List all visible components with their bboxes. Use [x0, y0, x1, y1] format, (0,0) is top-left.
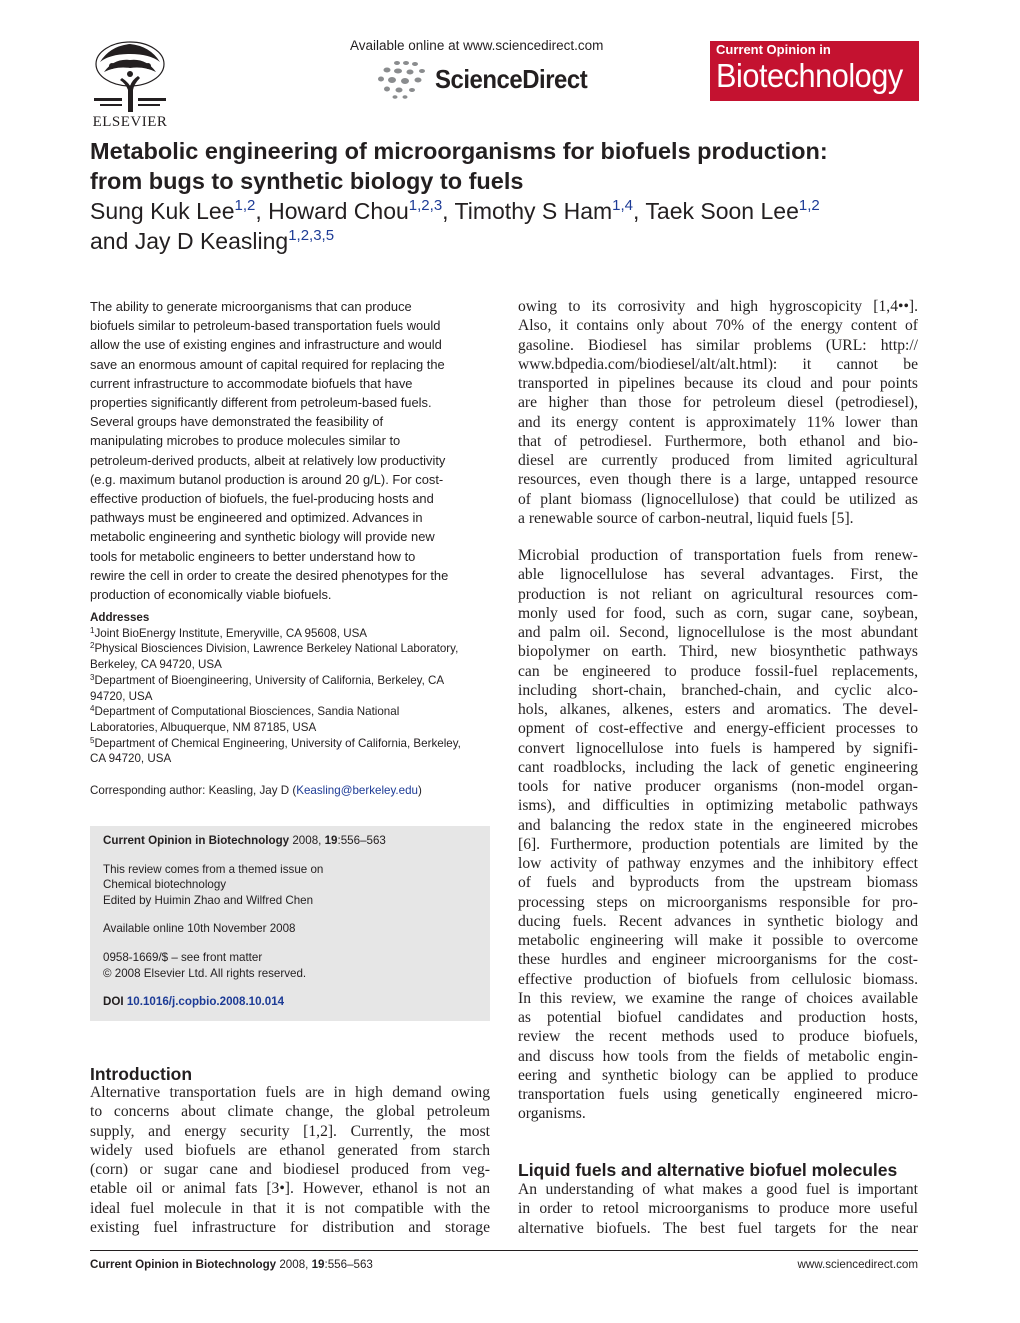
body-line: including short-chain, branched-chain, and cyclic alco-: [518, 681, 918, 699]
body-line: effective production of biofuels from cellulosic biomass.: [518, 970, 918, 988]
body-line: alternative biofuels. The best fuel targets for the near: [518, 1219, 918, 1237]
address-item: [90, 626, 490, 642]
footer-journal: Current Opinion in Biotechnology: [90, 1258, 277, 1271]
address-line: Laboratories, Albuquerque, NM 87185, USA: [90, 720, 317, 734]
address-item: [90, 673, 490, 689]
footer-pages: :556–563: [324, 1258, 373, 1271]
address-number: 2: [90, 641, 95, 651]
addresses-heading: Addresses: [90, 611, 150, 624]
abstract-line: biofuels similar to petroleum-based transportation fuels would: [90, 318, 441, 334]
address-item: [90, 736, 490, 752]
authors-line-1: [90, 196, 930, 226]
body-line: of plant biomass (lignocellulose) that could be utilized as: [518, 490, 918, 508]
author-separator: ,: [255, 198, 269, 224]
body-line: in order to retool microorganisms to produce more useful: [518, 1200, 918, 1218]
body-line: isms), and difficulties in optimizing metabolic pathways: [518, 797, 918, 815]
body-line: and balancing the redox state in the engineered microbes: [518, 816, 918, 834]
body-line: that of petrodiesel. Furthermore, both ethanol and bio-: [518, 432, 918, 450]
body-line: resources, even though there is a large, untapped resource: [518, 471, 918, 489]
author-affiliation[interactable]: 1,2: [234, 197, 256, 214]
infobox-themed-line: This review comes from a themed issue on: [103, 862, 324, 876]
body-line: processing steps on microorganisms responsible for pro-: [518, 893, 918, 911]
author-affiliation[interactable]: 1,2,3,5: [288, 227, 335, 244]
body-line: Microbial production of transportation fuels from renew-: [518, 547, 918, 564]
author-separator: ,: [442, 198, 455, 224]
addresses: [90, 610, 490, 767]
elsevier-logo: [90, 40, 170, 128]
journal-logo-box[interactable]: [710, 41, 919, 101]
footer-citation: [90, 1258, 373, 1271]
body-line: biopolymer on earth. Third, new biosynthetic pathways: [518, 643, 918, 661]
corresponding-email-link[interactable]: Keasling@berkeley.edu: [296, 784, 419, 797]
address-line: 94720, USA: [90, 689, 153, 703]
abstract-line: (e.g. maximum butanol production is around 20 g/L). For cost-: [90, 471, 444, 487]
article-info-box: [90, 826, 490, 1021]
body-line: of fuels and byproducts from the upstream biomass: [518, 874, 918, 892]
address-line: Department of Computational Biosciences, Sandia National: [94, 705, 400, 719]
body-line: review the recent methods used to produce biofuels,: [518, 1028, 918, 1046]
abstract-line: save an enormous amount of capital required for replacing the: [90, 356, 445, 372]
abstract-line: metabolic engineering and synthetic biology will provide new: [90, 529, 435, 545]
body-line: and palm oil. Second, lignocellulose is the most abundant: [518, 624, 918, 641]
right-paragraph-1: [518, 297, 918, 528]
body-line: metabolic engineering will make it possible to overcome: [518, 932, 918, 949]
infobox-citation: [103, 833, 477, 849]
body-line: [6]. Furthermore, production potentials are limited by the: [518, 835, 918, 853]
infobox-copyright: © 2008 Elsevier Ltd. All rights reserved.: [103, 966, 307, 980]
intro-line: ideal fuel molecule in that it is not compatible with the: [90, 1199, 490, 1217]
abstract-line: rewire the cell in order to create the desired phenotypes for the: [90, 567, 449, 583]
address-number: 5: [90, 735, 95, 745]
body-line: and discuss how tools from the fields of metabolic engin-: [518, 1047, 918, 1065]
abstract-line: The ability to generate microorganisms that can produce: [90, 299, 412, 314]
body-line: diesel are currently produced from limited agricultural: [518, 452, 918, 469]
address-item: [90, 704, 490, 720]
address-item: [90, 641, 490, 657]
abstract-line: production of economically viable biofuels.: [90, 587, 332, 603]
authors-line-2: [90, 226, 930, 256]
body-line: In this review, we examine the range of choices available: [518, 989, 918, 1007]
author-separator: ,: [633, 198, 646, 224]
body-line: and its energy content is approximately 11% lower than: [518, 413, 918, 431]
infobox-themed-line: Edited by Huimin Zhao and Wilfred Chen: [103, 893, 314, 907]
address-line: Joint BioEnergy Institute, Emeryville, CA 95608, USA: [94, 626, 368, 640]
abstract-line: effective production of biofuels, the fuel-producing hosts and: [90, 491, 434, 507]
body-line: a renewable source of carbon-neutral, liquid fuels [5].: [518, 509, 854, 527]
footer-divider: [90, 1250, 918, 1251]
title-line-1: Metabolic engineering of microorganisms for biofuels production:: [90, 138, 828, 164]
body-line: are higher than those for petroleum diesel (petrodiesel),: [518, 394, 918, 412]
corresponding-author: [90, 783, 490, 799]
address-number: 4: [90, 704, 95, 714]
body-line: cant roadblocks, including the lack of genetic engineering: [518, 758, 918, 776]
abstract-line: petroleum-derived products, albeit at relatively low productivity: [90, 452, 446, 468]
footer-volume: 19: [311, 1258, 325, 1271]
body-line: can be engineered to produce fossil-fuel replacements,: [518, 662, 918, 680]
abstract-line: tools for metabolic engineers to better understand how to: [90, 548, 416, 564]
infobox-journal-year: 2008,: [289, 834, 325, 847]
intro-line: (corn) or sugar cane and biodiesel produced from veg-: [90, 1161, 490, 1178]
address-line: Physical Biosciences Division, Lawrence Berkeley National Laboratory,: [94, 642, 459, 656]
footer-year: 2008,: [276, 1258, 312, 1271]
corresponding-suffix: ): [418, 784, 422, 797]
title-line-2: from bugs to synthetic biology to fuels: [90, 168, 524, 194]
body-line: opment of cost-effective and energy-efficient processes to: [518, 720, 918, 738]
abstract-line: properties significantly different from petroleum-based fuels.: [90, 395, 432, 411]
body-line: tools for native producer organisms (non-model organ-: [518, 778, 918, 795]
body-line: these hurdles and engineer microorganisms for the cost-: [518, 951, 918, 969]
address-number: 3: [90, 672, 95, 682]
elsevier-wordmark: ELSEVIER: [92, 114, 168, 130]
body-line: transportation fuels using genetically engineered micro-: [518, 1086, 918, 1103]
introduction-text: [90, 1083, 490, 1237]
address-line: Berkeley, CA 94720, USA: [90, 658, 222, 672]
article-title: [90, 136, 930, 196]
corresponding-prefix: Corresponding author: Keasling, Jay D (: [90, 784, 297, 797]
author-list: [90, 196, 930, 256]
sciencedirect-dots-icon: [375, 59, 431, 99]
footer-website[interactable]: www.sciencedirect.com: [797, 1258, 918, 1271]
infobox-doi-label: DOI: [103, 995, 124, 1009]
abstract-line: current infrastructure to accommodate biofuels that have: [90, 375, 413, 391]
infobox-issn: 0958-1669/$ – see front matter: [103, 950, 263, 964]
infobox-themed-line: Chemical biotechnology: [103, 878, 227, 892]
author-name: Taek Soon Lee: [645, 198, 799, 224]
body-line: production is not reliant on agricultural resources com-: [518, 585, 918, 603]
body-line: Also, it contains only about 70% of the energy content of: [518, 317, 918, 335]
available-online-note[interactable]: Available online at www.sciencedirect.com: [350, 38, 604, 53]
body-line: transported in pipelines because its cloud and pour points: [518, 375, 918, 392]
intro-line: Alternative transportation fuels are in high demand owing: [90, 1084, 490, 1101]
intro-line: supply, and energy security [1,2]. Currently, the most: [90, 1122, 490, 1140]
address-line: Department of Chemical Engineering, University of California, Berkeley,: [94, 736, 461, 750]
author-affiliation[interactable]: 1,4: [612, 197, 634, 214]
body-line: able lignocellulose has several advantages. First, the: [518, 566, 918, 584]
body-line: www.bdpedia.com/biodiesel/alt/alt.html): it cannot be: [518, 355, 918, 373]
abstract: [90, 297, 490, 604]
author-name: Howard Chou: [268, 198, 409, 224]
body-line: owing to its corrosivity and high hygroscopicity [1,4••].: [518, 298, 918, 315]
infobox-journal-volume: 19: [324, 834, 338, 847]
infobox-journal-pages: :556–563: [337, 834, 386, 847]
journal-logo-main: Biotechnology: [716, 57, 903, 94]
liquid-fuels-text: [518, 1180, 918, 1238]
author-affiliation[interactable]: 1,2,3: [408, 197, 443, 214]
address-line: Department of Bioengineering, University of California, Berkeley, CA: [94, 673, 445, 687]
author-name: Timothy S Ham: [454, 198, 613, 224]
abstract-line: manipulating microbes to produce molecules similar to: [90, 433, 401, 449]
abstract-line: pathways must be engineered and optimized. Advances in: [90, 510, 423, 526]
infobox-available: Available online 10th November 2008: [103, 922, 296, 936]
abstract-line: Several groups have demonstrated the feasibility of: [90, 414, 384, 430]
journal-logo-top: Current Opinion in: [716, 42, 831, 57]
abstract-line: allow the use of existing engines and infrastructure and would: [90, 337, 442, 353]
body-line: An understanding of what makes a good fuel is important: [518, 1181, 918, 1198]
right-paragraph-2: [518, 546, 918, 1124]
body-line: gasoline. Biodiesel has similar problems (URL: http://: [518, 336, 918, 354]
intro-line: to concerns about climate change, the global petroleum: [90, 1103, 490, 1121]
body-line: organisms.: [518, 1105, 586, 1123]
intro-line: existing fuel infrastructure for distribution and storage: [90, 1218, 490, 1236]
body-line: as potential biofuel candidates and production hosts,: [518, 1009, 918, 1026]
introduction-heading: Introduction: [90, 1064, 193, 1084]
body-line: low activity of pathway enzymes and the inhibitory effect: [518, 855, 918, 872]
body-line: hols, alkanes, alkenes, esters and aromatics. The devel-: [518, 701, 918, 718]
intro-line: widely used biofuels are ethanol generated from starch: [90, 1141, 490, 1159]
body-line: ducing fuels. Recent advances in synthetic biology and: [518, 912, 918, 930]
liquid-fuels-heading: Liquid fuels and alternative biofuel molecules: [518, 1160, 898, 1180]
address-line: CA 94720, USA: [90, 752, 172, 766]
author-name: Sung Kuk Lee: [90, 198, 235, 224]
elsevier-tree-icon: [90, 40, 170, 112]
body-line: convert lignocellulose into fuels is hampered by signifi-: [518, 739, 918, 757]
sciencedirect-wordmark: ScienceDirect: [435, 63, 588, 94]
body-line: monly used for food, such as corn, sugar cane, soybean,: [518, 604, 918, 622]
author-name: and Jay D Keasling: [90, 228, 289, 254]
author-affiliation[interactable]: 1,2: [798, 197, 820, 214]
address-number: 1: [90, 625, 95, 635]
infobox-doi-link[interactable]: 10.1016/j.copbio.2008.10.014: [126, 995, 285, 1009]
sciencedirect-logo[interactable]: [375, 58, 600, 100]
infobox-journal-name: Current Opinion in Biotechnology: [103, 834, 290, 847]
infobox-doi: [103, 994, 477, 1010]
intro-line: etable oil or animal fats [3•]. However, ethanol is not an: [90, 1180, 490, 1198]
body-line: eering and synthetic biology can be applied to produce: [518, 1066, 918, 1084]
